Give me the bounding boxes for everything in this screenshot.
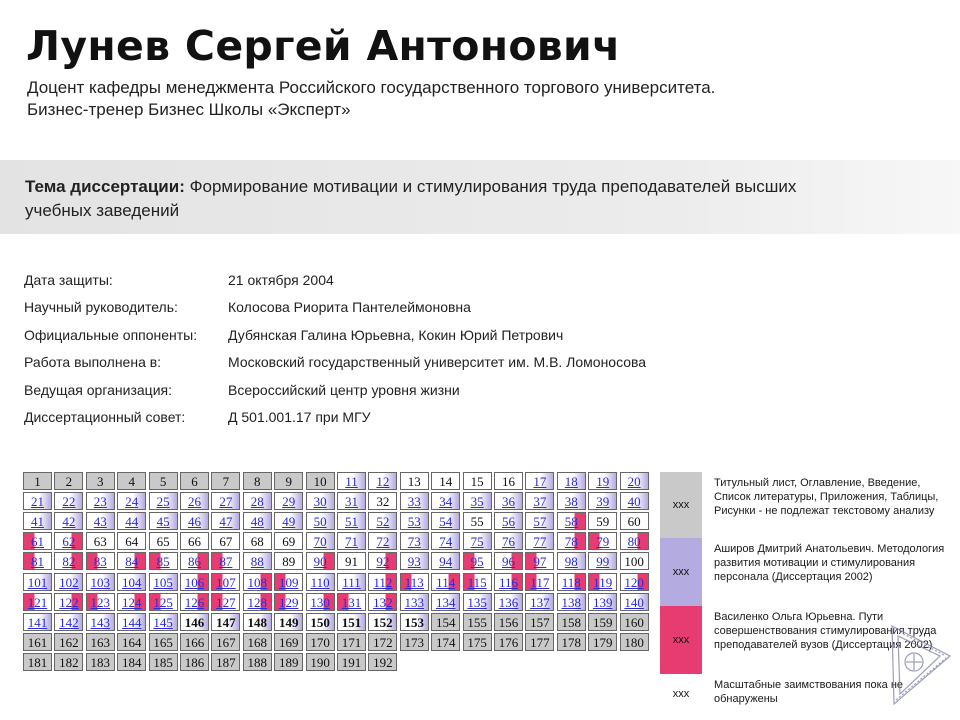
page-cell-16: 16 [494,472,523,490]
legend-swatch [660,538,702,606]
page-cell-73: 73 [400,532,429,550]
detail-row [24,409,646,436]
page-cell-71: 71 [337,532,366,550]
legend-swatch [660,606,702,674]
page-cell-93: 93 [400,552,429,570]
page-cell-88: 88 [243,552,272,570]
page-cell-52: 52 [368,512,397,530]
page-cell-181: 181 [23,653,52,671]
page-cell-148: 148 [243,613,272,631]
page-cell-63: 63 [86,532,115,550]
page-cell-157: 157 [525,613,554,631]
page-cell-109: 109 [274,573,303,591]
page-cell-151: 151 [337,613,366,631]
page-cell-106: 106 [180,573,209,591]
page-cell-45: 45 [149,512,178,530]
page-cell-107: 107 [211,573,240,591]
page-cell-133: 133 [400,593,429,611]
page-cell-76: 76 [494,532,523,550]
page-cell-115: 115 [463,573,492,591]
topic-label: Тема диссертации: [25,177,185,196]
detail-row [24,382,646,409]
page-cell-141: 141 [23,613,52,631]
detail-value: 21 октября 2004 [228,272,334,288]
page-cell-35: 35 [463,492,492,510]
page-cell-117: 117 [525,573,554,591]
page-cell-155: 155 [463,613,492,631]
legend-text: Титульный лист, Оглавление, Введение, Список литературы, Приложения, Таблицы, Рисунки - не подлежат текстовому анализу [714,477,939,517]
page-cell-162: 162 [54,633,83,651]
page-cell-82: 82 [54,552,83,570]
page-cell-22: 22 [54,492,83,510]
page-cell-152: 152 [368,613,397,631]
dissertation-topic [25,175,855,223]
page-cell-112: 112 [368,573,397,591]
page-cell-160: 160 [620,613,649,631]
page-cell-95: 95 [463,552,492,570]
page-cell-83: 83 [86,552,115,570]
page-cell-142: 142 [54,613,83,631]
page-cell-180: 180 [620,633,649,651]
page-cell-120: 120 [620,573,649,591]
description-line-2: Бизнес-тренер Бизнес Школы «Эксперт» [27,100,351,119]
page-cell-65: 65 [149,532,178,550]
page-cell-146: 146 [180,613,209,631]
page-cell-31: 31 [337,492,366,510]
legend-swatch [660,674,702,714]
page-cell-156: 156 [494,613,523,631]
page-cell-149: 149 [274,613,303,631]
page-cell-62: 62 [54,532,83,550]
page-cell-24: 24 [117,492,146,510]
page-cell-70: 70 [306,532,335,550]
detail-key: Официальные оппоненты: [24,326,198,343]
page-cell-130: 130 [306,593,335,611]
page-cell-59: 59 [588,512,617,530]
page-cell-98: 98 [557,552,586,570]
page-cell-174: 174 [431,633,460,651]
page-cell-168: 168 [243,633,272,651]
page-cell-89: 89 [274,552,303,570]
legend-text: Аширов Дмитрий Анатольевич. Методология развития мотивации и стимулирования персонала (Диссертация 2002) [714,543,945,583]
page-cell-49: 49 [274,512,303,530]
page-cell-68: 68 [243,532,272,550]
page-cell-127: 127 [211,593,240,611]
page-cell-12: 12 [368,472,397,490]
page-cell-29: 29 [274,492,303,510]
page-cell-25: 25 [149,492,178,510]
page-cell-56: 56 [494,512,523,530]
page-cell-21: 21 [23,492,52,510]
page-cell-102: 102 [54,573,83,591]
page-cell-58: 58 [557,512,586,530]
detail-row [24,272,646,299]
page-cell-60: 60 [620,512,649,530]
page-cell-36: 36 [494,492,523,510]
page-cell-165: 165 [149,633,178,651]
page-cell-75: 75 [463,532,492,550]
page-cell-139: 139 [588,593,617,611]
page-cell-187: 187 [211,653,240,671]
page-cell-19: 19 [588,472,617,490]
page-cell-111: 111 [337,573,366,591]
page-cell-110: 110 [306,573,335,591]
page-cell-125: 125 [149,593,178,611]
legend-item [660,472,960,538]
page-cell-37: 37 [525,492,554,510]
page-cell-188: 188 [243,653,272,671]
page-cell-132: 132 [368,593,397,611]
page-cell-192: 192 [368,653,397,671]
legend-swatch-label: xxx [672,634,690,646]
page-cell-137: 137 [525,593,554,611]
page-cell-27: 27 [211,492,240,510]
page-cell-144: 144 [117,613,146,631]
page-cell-87: 87 [211,552,240,570]
page-grid [23,472,651,694]
page-cell-179: 179 [588,633,617,651]
page-cell-4: 4 [117,472,146,490]
page-cell-33: 33 [400,492,429,510]
detail-value: Дубянская Галина Юрьевна, Кокин Юрий Петрович [228,326,564,343]
legend-item [660,538,960,606]
page-cell-166: 166 [180,633,209,651]
detail-row [24,354,646,381]
page-cell-178: 178 [557,633,586,651]
page-cell-189: 189 [274,653,303,671]
page-cell-191: 191 [337,653,366,671]
page-cell-143: 143 [86,613,115,631]
page-cell-131: 131 [337,593,366,611]
description-line-1: Доцент кафедры менеджмента Российского государственного торгового университета. [27,78,716,97]
page-cell-126: 126 [180,593,209,611]
page-cell-34: 34 [431,492,460,510]
page-cell-129: 129 [274,593,303,611]
page-cell-97: 97 [525,552,554,570]
legend-text: Масштабные заимствования пока не обнаружены [714,679,904,705]
page-cell-2: 2 [54,472,83,490]
page-cell-164: 164 [117,633,146,651]
legend-text: Василенко Ольга Юрьевна. Пути совершенствования стимулирования труда преподавателей вузов (Диссертация 2002) [714,611,937,651]
page-cell-28: 28 [243,492,272,510]
page-cell-122: 122 [54,593,83,611]
page-cell-136: 136 [494,593,523,611]
page-cell-1: 1 [23,472,52,490]
page-cell-84: 84 [117,552,146,570]
details-list [24,272,646,436]
page-cell-135: 135 [463,593,492,611]
page-cell-47: 47 [211,512,240,530]
page-cell-105: 105 [149,573,178,591]
page-cell-74: 74 [431,532,460,550]
page-cell-43: 43 [86,512,115,530]
page-cell-90: 90 [306,552,335,570]
page-cell-79: 79 [588,532,617,550]
topic-text: Формирование мотивации и стимулирования труда преподавателей высших учебных заведений [25,177,797,220]
detail-value: Д 501.001.17 при МГУ [228,408,371,425]
page-cell-53: 53 [400,512,429,530]
page-cell-61: 61 [23,532,52,550]
page-cell-6: 6 [180,472,209,490]
page-cell-20: 20 [620,472,649,490]
legend-swatch [660,472,702,538]
page-cell-116: 116 [494,573,523,591]
page-cell-72: 72 [368,532,397,550]
page-cell-54: 54 [431,512,460,530]
page-cell-8: 8 [243,472,272,490]
page-cell-26: 26 [180,492,209,510]
page-title: Лунев Сергей Антонович [26,22,621,70]
detail-key: Ведущая организация: [24,381,172,398]
page-cell-108: 108 [243,573,272,591]
page-cell-182: 182 [54,653,83,671]
page-cell-154: 154 [431,613,460,631]
page-cell-67: 67 [211,532,240,550]
detail-row [24,327,646,354]
page-cell-11: 11 [337,472,366,490]
page-cell-175: 175 [463,633,492,651]
page-cell-123: 123 [86,593,115,611]
page-cell-86: 86 [180,552,209,570]
page-cell-38: 38 [557,492,586,510]
page-cell-161: 161 [23,633,52,651]
detail-key: Работа выполнена в: [24,354,162,371]
legend-swatch-label: xxx [672,688,690,700]
page-cell-46: 46 [180,512,209,530]
page-cell-18: 18 [557,472,586,490]
page-cell-158: 158 [557,613,586,631]
page-cell-140: 140 [620,593,649,611]
page-cell-51: 51 [337,512,366,530]
page-cell-13: 13 [400,472,429,490]
seal-stamp-icon [884,616,956,712]
page-cell-103: 103 [86,573,115,591]
page-cell-190: 190 [306,653,335,671]
page-cell-42: 42 [54,512,83,530]
page-cell-78: 78 [557,532,586,550]
page-cell-138: 138 [557,593,586,611]
detail-key: Научный руководитель: [24,299,178,316]
page-cell-121: 121 [23,593,52,611]
page-cell-153: 153 [400,613,429,631]
page-cell-77: 77 [525,532,554,550]
page-cell-39: 39 [588,492,617,510]
page-cell-124: 124 [117,593,146,611]
page-cell-159: 159 [588,613,617,631]
page-cell-101: 101 [23,573,52,591]
person-description [27,77,715,121]
page-cell-167: 167 [211,633,240,651]
page-cell-171: 171 [337,633,366,651]
page-cell-104: 104 [117,573,146,591]
page-cell-185: 185 [149,653,178,671]
page-cell-170: 170 [306,633,335,651]
page-cell-10: 10 [306,472,335,490]
page-cell-23: 23 [86,492,115,510]
page-cell-14: 14 [431,472,460,490]
page-cell-128: 128 [243,593,272,611]
page-cell-15: 15 [463,472,492,490]
page-cell-69: 69 [274,532,303,550]
page-cell-96: 96 [494,552,523,570]
page-cell-163: 163 [86,633,115,651]
page-cell-30: 30 [306,492,335,510]
page-cell-169: 169 [274,633,303,651]
page-cell-183: 183 [86,653,115,671]
page-cell-85: 85 [149,552,178,570]
page-cell-32: 32 [368,492,397,510]
page-cell-5: 5 [149,472,178,490]
page-cell-118: 118 [557,573,586,591]
page-cell-80: 80 [620,532,649,550]
page-cell-41: 41 [23,512,52,530]
page-cell-113: 113 [400,573,429,591]
page-cell-145: 145 [149,613,178,631]
page-cell-150: 150 [306,613,335,631]
detail-key: Диссертационный совет: [24,408,186,425]
page-cell-172: 172 [368,633,397,651]
legend-swatch-label: xxx [672,499,690,511]
page-cell-92: 92 [368,552,397,570]
page-cell-177: 177 [525,633,554,651]
page-cell-81: 81 [23,552,52,570]
page-cell-7: 7 [211,472,240,490]
page-cell-17: 17 [525,472,554,490]
page-cell-91: 91 [337,552,366,570]
page-cell-50: 50 [306,512,335,530]
detail-key: Дата защиты: [24,272,113,288]
page-cell-66: 66 [180,532,209,550]
page-cell-9: 9 [274,472,303,490]
page-cell-57: 57 [525,512,554,530]
page-cell-184: 184 [117,653,146,671]
page-cell-134: 134 [431,593,460,611]
page-cell-40: 40 [620,492,649,510]
page-cell-94: 94 [431,552,460,570]
page-cell-48: 48 [243,512,272,530]
page-cell-119: 119 [588,573,617,591]
page-cell-55: 55 [463,512,492,530]
page-cell-64: 64 [117,532,146,550]
detail-value: Московский государственный университет им. М.В. Ломоносова [228,354,647,371]
page-cell-114: 114 [431,573,460,591]
detail-row [24,299,646,326]
legend-swatch-label: xxx [672,566,690,578]
page-cell-173: 173 [400,633,429,651]
detail-value: Всероссийский центр уровня жизни [228,381,460,398]
page-cell-3: 3 [86,472,115,490]
page-cell-99: 99 [588,552,617,570]
detail-value: Колосова Риорита Пантелеймоновна [228,299,471,316]
page-cell-147: 147 [211,613,240,631]
page-cell-100: 100 [620,552,649,570]
page-cell-176: 176 [494,633,523,651]
page-cell-186: 186 [180,653,209,671]
page-cell-44: 44 [117,512,146,530]
